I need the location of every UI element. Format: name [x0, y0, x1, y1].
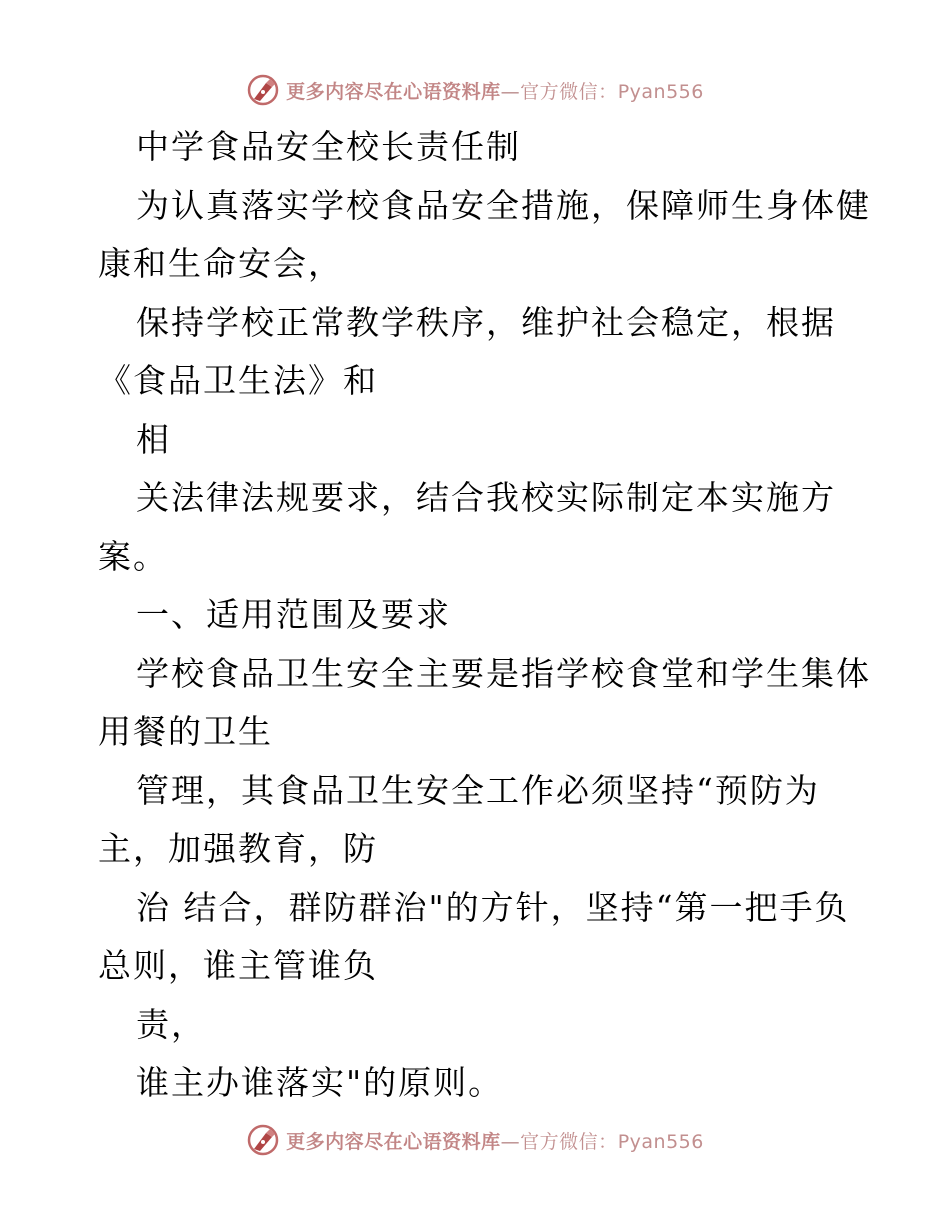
paragraph-line: 谁主办谁落实"的原则。 — [136, 1063, 504, 1102]
pen-nib-logo-icon — [246, 1123, 280, 1157]
paragraph-line: 保持学校正常教学秩序，维护社会稳定，根据 — [136, 302, 836, 342]
paragraph-line: 关法律法规要求，结合我校实际制定本实施方 — [136, 478, 836, 517]
paragraph-line: 治 结合，群防群治"的方针，坚持“第一把手负 — [136, 887, 850, 927]
pen-nib-logo-icon — [246, 73, 280, 107]
document-title: 中学食品安全校长责任制 — [136, 127, 521, 166]
paragraph-line: 主，加强教育，防 — [98, 829, 378, 868]
footer-watermark — [0, 1120, 950, 1160]
paragraph-line: 用餐的卫生 — [98, 712, 273, 751]
header-watermark — [0, 70, 950, 110]
section-heading: 一、适用范围及要求 — [136, 595, 451, 634]
paragraph-line: 管理，其食品卫生安全工作必须坚持“预防为 — [136, 770, 820, 810]
paragraph-line: 案。 — [98, 536, 168, 576]
document-body — [98, 118, 871, 1113]
watermark-text: 更多内容尽在心语资料库—官方微信：Pyan556 — [286, 80, 704, 103]
paragraph-line: 责， — [136, 1004, 206, 1044]
paragraph-line: 相 — [136, 419, 171, 459]
paragraph-line: 为认真落实学校食品安全措施，保障师生身体健 — [136, 185, 871, 225]
watermark-text: 更多内容尽在心语资料库—官方微信：Pyan556 — [286, 1130, 704, 1153]
paragraph-line: 康和生命安会， — [98, 244, 343, 283]
paragraph-line: 《食品卫生法》和 — [98, 361, 378, 400]
paragraph-line: 总则，谁主管谁负 — [98, 946, 378, 985]
paragraph-line: 学校食品卫生安全主要是指学校食堂和学生集体 — [136, 653, 871, 693]
